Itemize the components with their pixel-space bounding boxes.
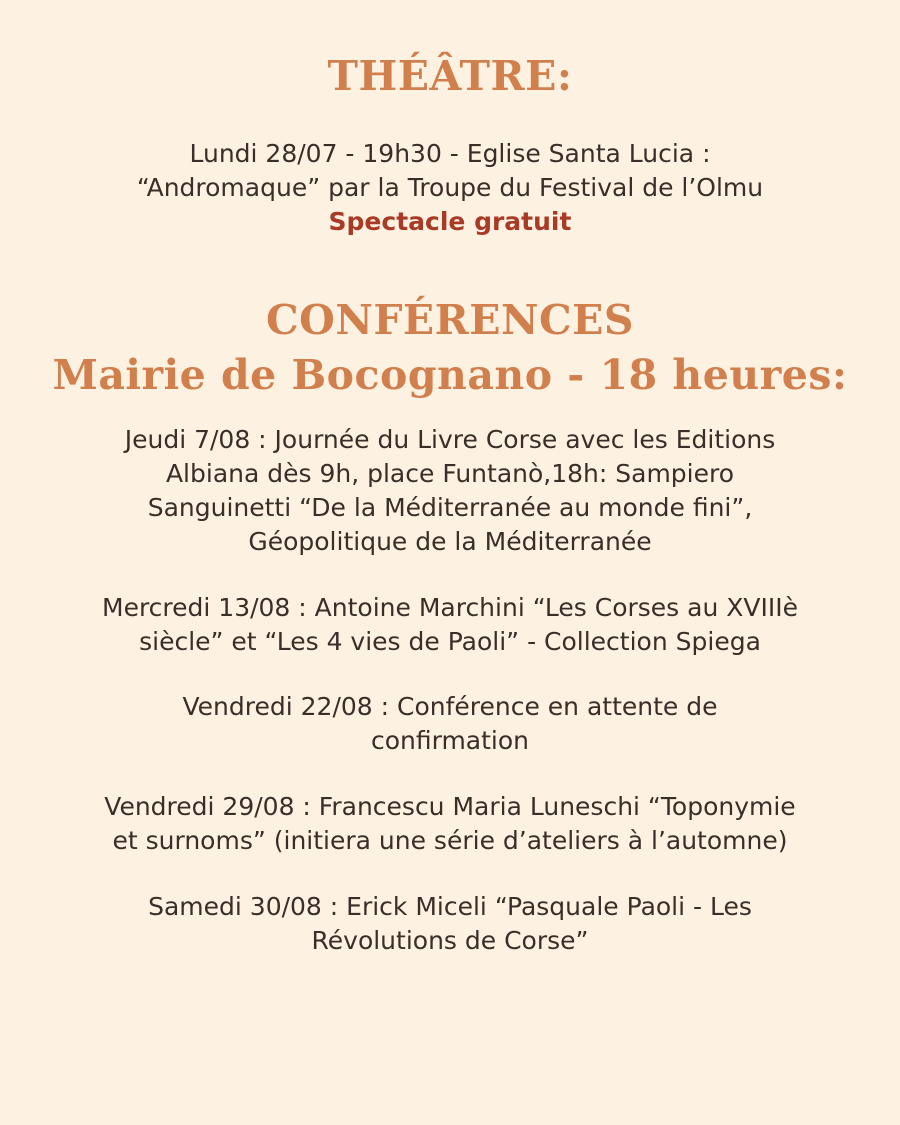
- free-show-label: Spectacle gratuit: [328, 207, 572, 236]
- conference-event: [40, 690, 860, 758]
- conference-event: [40, 890, 860, 958]
- event-line: siècle” et “Les 4 vies de Paoli” - Collection Spiega: [139, 627, 761, 656]
- event-line: Vendredi 22/08 : Conférence en attente de: [182, 692, 718, 721]
- event-line: Vendredi 29/08 : Francescu Maria Luneschi “Toponymie: [104, 792, 796, 821]
- event-line: Géopolitique de la Méditerranée: [248, 527, 652, 556]
- event-line: Mercredi 13/08 : Antoine Marchini “Les Corses au XVIIIè: [102, 593, 798, 622]
- conference-event: [40, 591, 860, 659]
- theatre-event-line: “Andromaque” par la Troupe du Festival de l’Olmu: [136, 173, 764, 202]
- conferences-heading-line: CONFÉRENCES: [266, 296, 634, 344]
- conferences-heading-venue: Mairie de Bocognano - 18 heures:: [52, 351, 848, 399]
- event-line: Albiana dès 9h, place Funtanò,18h: Sampiero: [165, 459, 735, 488]
- theatre-event: [0, 137, 900, 239]
- event-line: Samedi 30/08 : Erick Miceli “Pasquale Paoli - Les: [148, 892, 752, 921]
- event-line: Jeudi 7/08 : Journée du Livre Corse avec les Editions: [124, 425, 776, 454]
- conference-event: [40, 423, 860, 559]
- event-line: confirmation: [370, 726, 530, 755]
- event-line: et surnoms” (initiera une série d’ateliers à l’automne): [112, 826, 788, 855]
- event-line: Sanguinetti “De la Méditerranée au monde fini”,: [147, 493, 753, 522]
- theatre-event-line: Lundi 28/07 - 19h30 - Eglise Santa Lucia :: [189, 139, 711, 168]
- event-line: Révolutions de Corse”: [311, 926, 589, 955]
- conferences-heading: [0, 293, 900, 403]
- conference-event: [40, 790, 860, 858]
- theatre-heading: THÉÂTRE:: [327, 52, 573, 100]
